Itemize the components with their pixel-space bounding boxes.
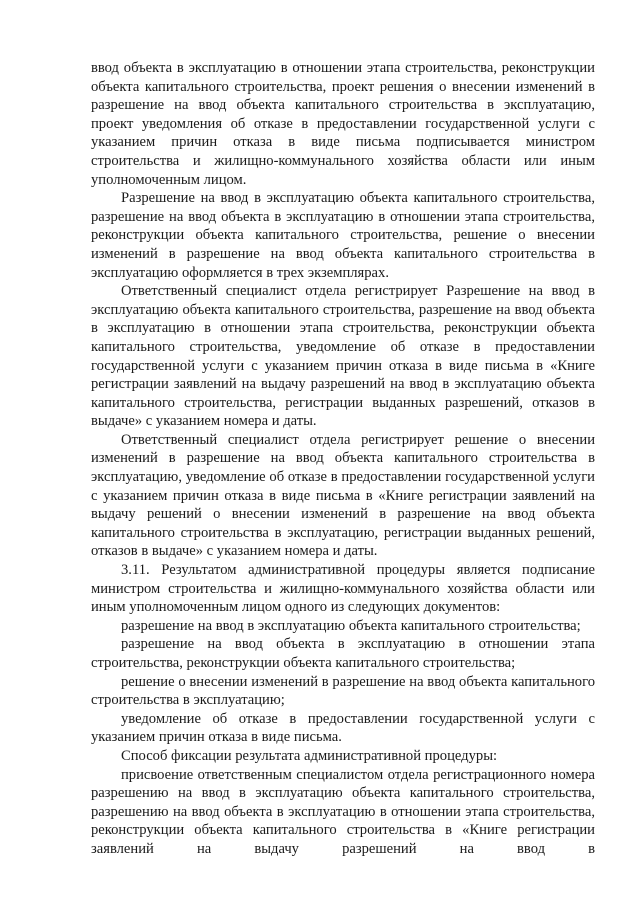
paragraph-three-copies: Разрешение на ввод в эксплуатацию объекта капитального строительства, разрешение на ввод объекта в эксплуатацию в отношении этапа строительства, реконструкции объекта капитального строительства, решение о внесении изменений в разрешение на ввод объекта капитального строительства в эксплуатацию оформляется в трех экземплярах. xyxy=(91,190,595,281)
list-item-amendment-decision: решение о внесении изменений в разрешение на ввод объекта капитального строительства в эксплуатацию; xyxy=(91,673,595,709)
paragraph-number-assignment: присвоение ответственным специалистом отдела регистрационного номера разрешению на ввод в эксплуатацию объекта капитального строительства, разрешению на ввод объекта в эксплуатацию в отношении этапа строительства, реконструкции объекта капитального строительства в «Книге регистрации заявлений на выдачу разрешений на ввод в xyxy=(91,766,595,857)
paragraph-registration-amendment: Ответственный специалист отдела регистрирует решение о внесении изменений в разрешение на ввод объекта капитального строительства в эксплуатацию, уведомление об отказе в предоставлении государственной услуги с указанием причин отказа в виде письма в «Книге регистрации заявлений на выдачу решений о внесении изменений в разрешение на ввод объекта капитального строительства в эксплуатацию, регистрации выданных решений, отказов в выдаче» с указанием номера и даты. xyxy=(91,431,595,560)
list-item-refusal-notice: уведомление об отказе в предоставлении государственной услуги с указанием причин отказа в виде письма. xyxy=(91,710,595,746)
paragraph-fixation-method: Способ фиксации результата административной процедуры: xyxy=(121,747,498,764)
paragraph-section-3-11: 3.11. Результатом административной процедуры является подписание министром строительства и жилищно-коммунального хозяйства области или иным уполномоченным лицом одного из следующих документов: xyxy=(91,562,595,616)
list-item-commissioning-permit: разрешение на ввод в эксплуатацию объекта капитального строительства; xyxy=(121,617,581,634)
paragraph-signing-continued: ввод объекта в эксплуатацию в отношении этапа строительства, реконструкции объекта капитального строительства, проект решения о внесении изменений в разрешение на ввод объекта капитального строительства в эксплуатацию, проект уведомления об отказе в предоставлении государственной услуги с указанием причин отказа в виде письма подписывается министром строительства и жилищно-коммунального хозяйства области или иным уполномоченным лицом. xyxy=(91,60,595,188)
paragraph-registration-permit: Ответственный специалист отдела регистрирует Разрешение на ввод в эксплуатацию объекта капитального строительства, разрешение на ввод объекта в эксплуатацию в отношении этапа строительства, реконструкции объекта капитального строительства, уведомление об отказе в предоставлении государственной услуги с указанием причин отказа в виде письма в «Книге регистрации заявлений на выдачу разрешений на ввод в эксплуатацию объекта капитального строительства, регистрации выданных разрешений, отказов в выдаче» с указанием номера и даты. xyxy=(91,283,595,430)
list-item-stage-permit: разрешение на ввод объекта в эксплуатацию в отношении этапа строительства, реконструкции объекта капитального строительства; xyxy=(91,636,595,671)
document-body xyxy=(91,59,595,859)
